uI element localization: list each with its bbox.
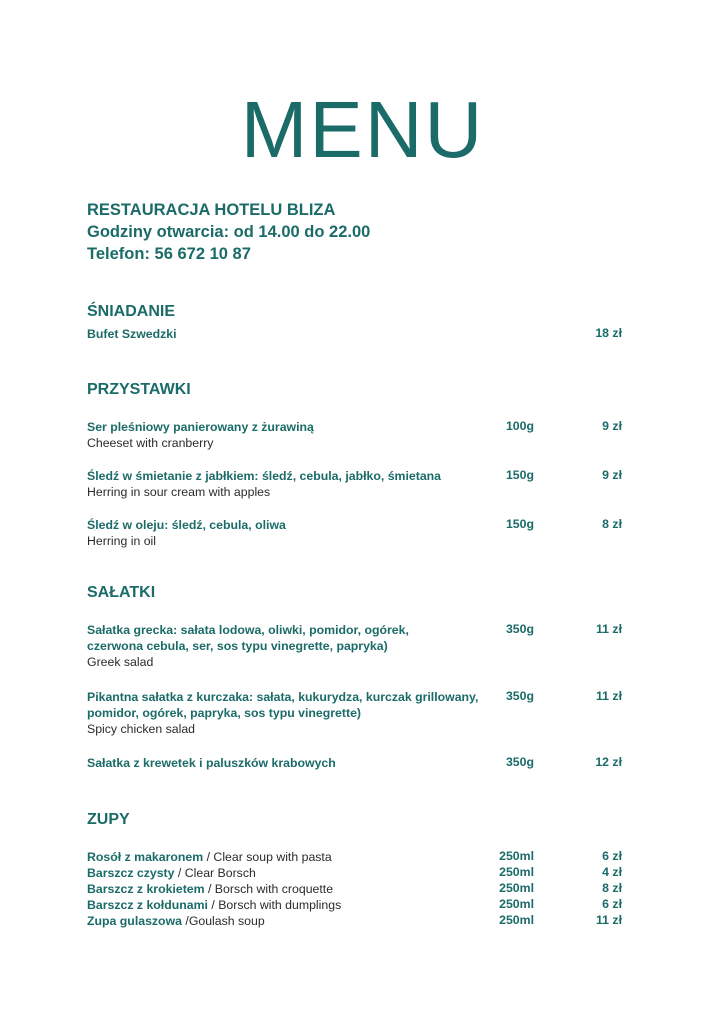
soup-name-en: / Clear soup with pasta xyxy=(203,850,332,864)
menu-item-price: 18 zł xyxy=(595,326,622,340)
menu-item-name: Pikantna sałatka z kurczaka: sałata, kukurydza, kurczak grillowany, xyxy=(87,690,479,704)
soup-row xyxy=(87,913,265,929)
opening-hours: Godziny otwarcia: od 14.00 do 22.00 xyxy=(87,223,371,241)
menu-item-quantity: 150g xyxy=(505,468,534,482)
soup-name-en: / Borsch with dumplings xyxy=(207,898,342,912)
soup-row xyxy=(87,881,333,897)
soup-name-pl: Barszcz z kołdunami xyxy=(87,898,208,912)
section-title-soups: ZUPY xyxy=(87,811,130,828)
soup-name-pl: Barszcz z krokietem xyxy=(87,882,205,896)
menu-item-quantity: 250ml xyxy=(499,849,534,863)
menu-item-price: 11 zł xyxy=(596,689,622,703)
menu-item-price: 6 zł xyxy=(602,897,622,911)
menu-item-name: Śledź w oleju: śledź, cebula, oliwa xyxy=(87,518,286,532)
menu-item-quantity: 250ml xyxy=(499,897,534,911)
menu-item-quantity: 250ml xyxy=(499,881,534,895)
menu-item-translation: Greek salad xyxy=(87,655,154,669)
menu-item-price: 4 zł xyxy=(602,865,622,879)
phone-number: Telefon: 56 672 10 87 xyxy=(87,245,251,263)
menu-item-translation: Herring in oil xyxy=(87,534,157,548)
soup-name-en: / Clear Borsch xyxy=(174,866,256,880)
soup-name-en: / Borsch with croquette xyxy=(204,882,334,896)
menu-item-name: Ser pleśniowy panierowany z żurawiną xyxy=(87,420,314,434)
menu-item-quantity: 250ml xyxy=(499,913,534,927)
menu-title: MENU xyxy=(240,85,485,174)
menu-item-quantity: 350g xyxy=(505,689,534,703)
menu-item-price: 8 zł xyxy=(602,881,622,895)
section-title-salads: SAŁATKI xyxy=(87,584,156,601)
menu-item-name: Sałatka z krewetek i paluszków krabowych xyxy=(87,756,336,770)
soup-row xyxy=(87,849,332,865)
soup-name-pl: Barszcz czysty xyxy=(87,866,175,880)
menu-item-name: Bufet Szwedzki xyxy=(87,327,177,341)
menu-item-translation: Herring in sour cream with apples xyxy=(87,485,271,499)
restaurant-name: RESTAURACJA HOTELU BLIZA xyxy=(87,201,336,219)
menu-item-name: Śledź w śmietanie z jabłkiem: śledź, cebula, jabłko, śmietana xyxy=(87,469,442,483)
section-title-breakfast: ŚNIADANIE xyxy=(87,303,176,320)
soup-row xyxy=(87,897,341,913)
soup-name-en: /Goulash soup xyxy=(181,914,265,928)
section-title-starters: PRZYSTAWKI xyxy=(87,381,191,398)
menu-item-translation: Spicy chicken salad xyxy=(87,722,195,736)
menu-item-name: Sałatka grecka: sałata lodowa, oliwki, pomidor, ogórek, xyxy=(87,623,409,637)
menu-item-price: 11 zł xyxy=(596,622,622,636)
menu-item-price: 11 zł xyxy=(596,913,622,927)
menu-item-quantity: 250ml xyxy=(499,865,534,879)
menu-item-name-cont: pomidor, ogórek, papryka, sos typu vinegrette) xyxy=(87,706,362,720)
menu-item-price: 12 zł xyxy=(595,755,622,769)
soup-name-pl: Rosół z makaronem xyxy=(87,850,204,864)
soup-row xyxy=(87,865,256,881)
menu-item-price: 9 zł xyxy=(602,468,622,482)
menu-item-quantity: 100g xyxy=(505,419,534,433)
menu-item-quantity: 350g xyxy=(505,755,534,769)
menu-item-name-cont: czerwona cebula, ser, sos typu vinegrette, papryka) xyxy=(87,639,388,653)
menu-item-price: 8 zł xyxy=(602,517,622,531)
soup-name-pl: Zupa gulaszowa xyxy=(87,914,182,928)
menu-item-price: 9 zł xyxy=(602,419,622,433)
menu-item-translation: Cheeset with cranberry xyxy=(87,436,214,450)
menu-item-price: 6 zł xyxy=(602,849,622,863)
menu-item-quantity: 150g xyxy=(505,517,534,531)
menu-item-quantity: 350g xyxy=(505,622,534,636)
